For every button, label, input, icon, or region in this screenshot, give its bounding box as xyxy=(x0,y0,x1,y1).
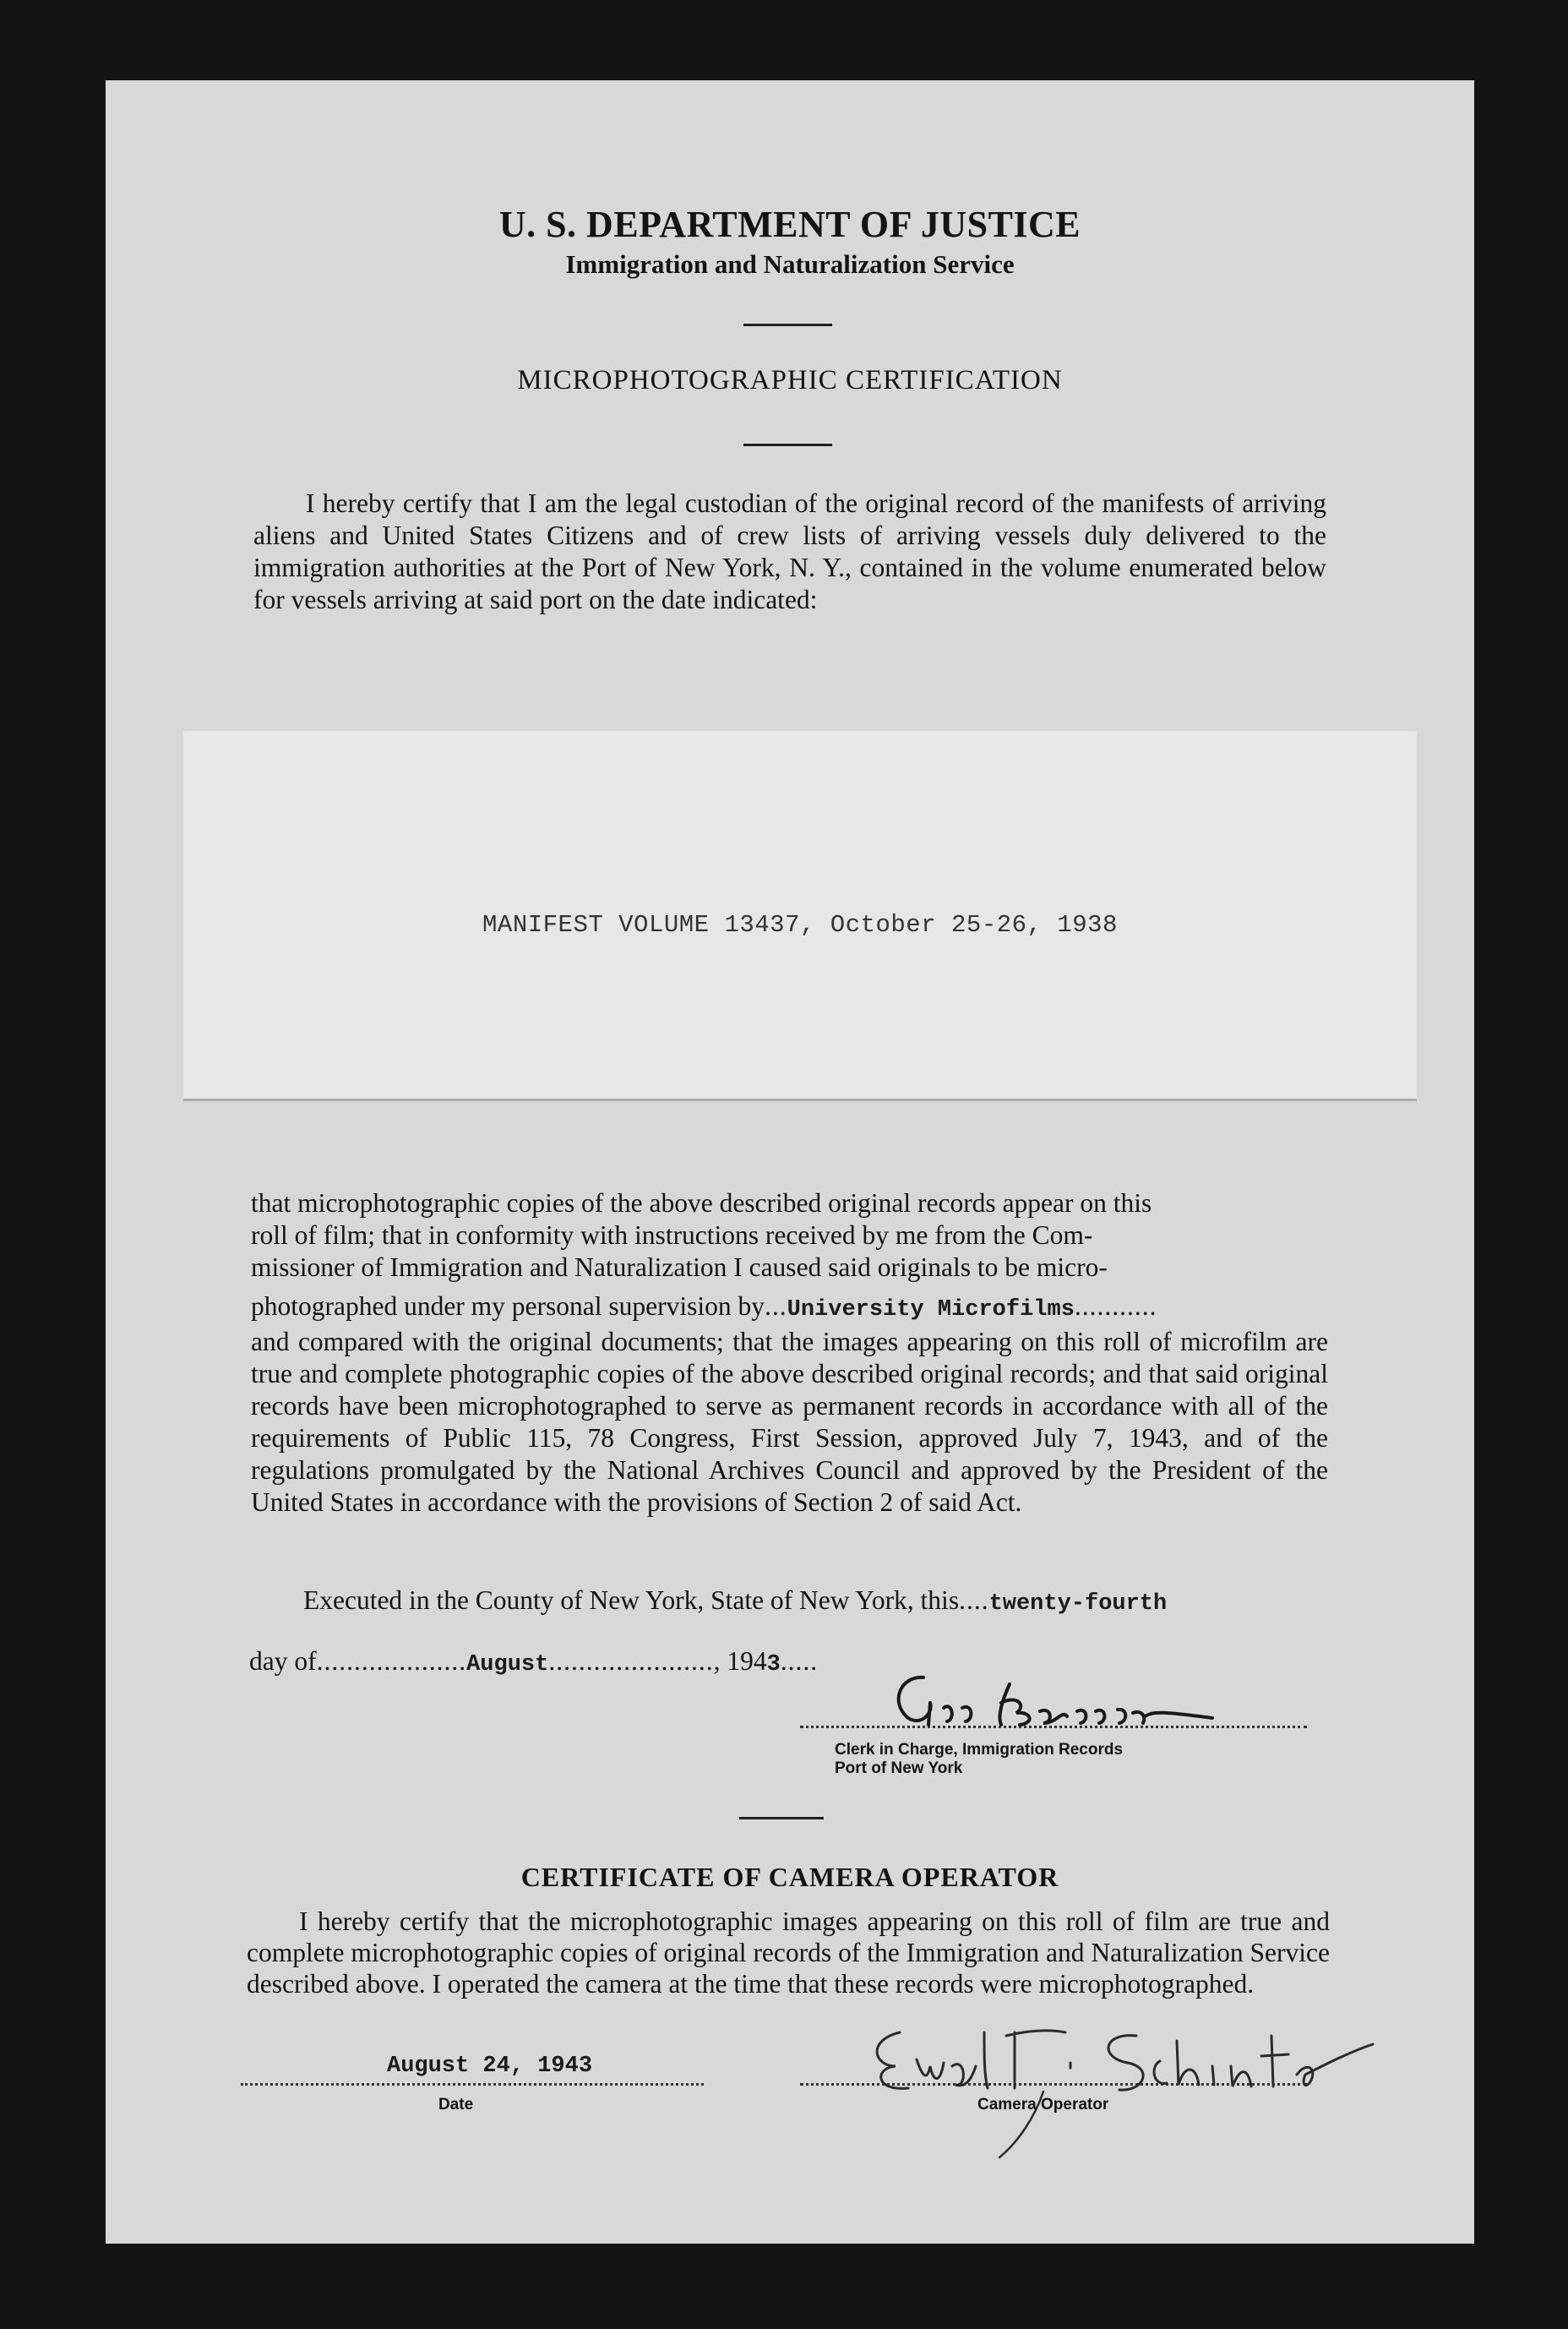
supervision-by: University Microfilms xyxy=(787,1297,1075,1323)
day-of-line: day of....................August......................, 1943..... xyxy=(249,1646,819,1677)
body-line: roll of film; that in conformity with instructions received by me from the Com- xyxy=(251,1220,1093,1250)
clerk-port-line: Port of New York xyxy=(835,1759,963,1777)
year-digit: 3 xyxy=(766,1652,781,1677)
certificate-date: August 24, 1943 xyxy=(387,2054,593,2079)
year-prefix: , 194 xyxy=(713,1646,767,1676)
certification-title: MICROPHOTOGRAPHIC CERTIFICATION xyxy=(517,365,1063,395)
day-of-label: day of xyxy=(249,1646,317,1676)
clerk-signature-strokes xyxy=(899,1677,1212,1725)
operator-label: Camera Operator xyxy=(977,2096,1109,2114)
date-label: Date xyxy=(438,2096,474,2114)
divider xyxy=(743,324,832,326)
clerk-title xyxy=(835,1741,1123,1778)
executed-line: Executed in the County of New York, State of New York, this....twenty-fourth xyxy=(303,1585,1168,1617)
clerk-signature xyxy=(874,1669,1229,1737)
divider xyxy=(743,444,832,446)
date-line xyxy=(241,2083,704,2086)
agency-subheading: Immigration and Naturalization Service xyxy=(565,249,1015,279)
executed-prefix: Executed in the County of New York, State of New York, this xyxy=(303,1585,960,1615)
department-heading: U. S. DEPARTMENT OF JUSTICE xyxy=(498,204,1081,245)
intro-paragraph: I hereby certify that I am the legal custodian of the original record of the manifests of arriving aliens and United States Citizens and of crew lists of arriving vessels duly delivered to the immigration authorities at the Port of New York, N. Y., contained in the volume enumerated below for vessels arriving at said port on the date indicated: xyxy=(253,488,1326,614)
camera-certificate-title: CERTIFICATE OF CAMERA OPERATOR xyxy=(520,1862,1059,1892)
body-line: missioner of Immigration and Naturalization I caused said originals to be micro- xyxy=(251,1252,1108,1282)
camera-certificate-text: I hereby certify that the microphotographic images appearing on this roll of film are true and complete microphotographic copies of original records of the Immigration and Naturalization Service described above. I operated the camera at the time that these records were microphotographed. xyxy=(247,1906,1330,1999)
executed-day-word: twenty-fourth xyxy=(988,1591,1168,1617)
supervision-line: photographed under my personal supervision by...University Microfilms........... xyxy=(251,1291,1157,1323)
body-line: that microphotographic copies of the above described original records appear on this xyxy=(251,1188,1152,1218)
clerk-title-line: Clerk in Charge, Immigration Records xyxy=(835,1741,1124,1759)
executed-month: August xyxy=(466,1652,549,1677)
divider xyxy=(739,1817,824,1819)
volume-label: MANIFEST VOLUME 13437, October 25-26, 1938 xyxy=(482,911,1118,939)
body-rest: and compared with the original documents; that the images appearing on this roll of microfilm are true and complete photographic copies of the above described original records; and that said original records have been microphotographed to serve as permanent records in accordance with all of the requirements of Public 115, 78 Congress, First Session, approved July 7, 1943, and of the regulations promulgated by the National Archives Council and approved by the President of the United States in accordance with the provisions of Section 2 of said Act. xyxy=(251,1327,1328,1517)
operator-signature xyxy=(849,2007,1322,2159)
body-paragraph xyxy=(251,1187,1328,1519)
operator-signature-strokes xyxy=(877,2031,1373,2090)
certificate-page xyxy=(106,80,1474,2244)
supervision-prefix: photographed under my personal supervision by xyxy=(251,1291,765,1321)
volume-label-card xyxy=(183,731,1417,1099)
